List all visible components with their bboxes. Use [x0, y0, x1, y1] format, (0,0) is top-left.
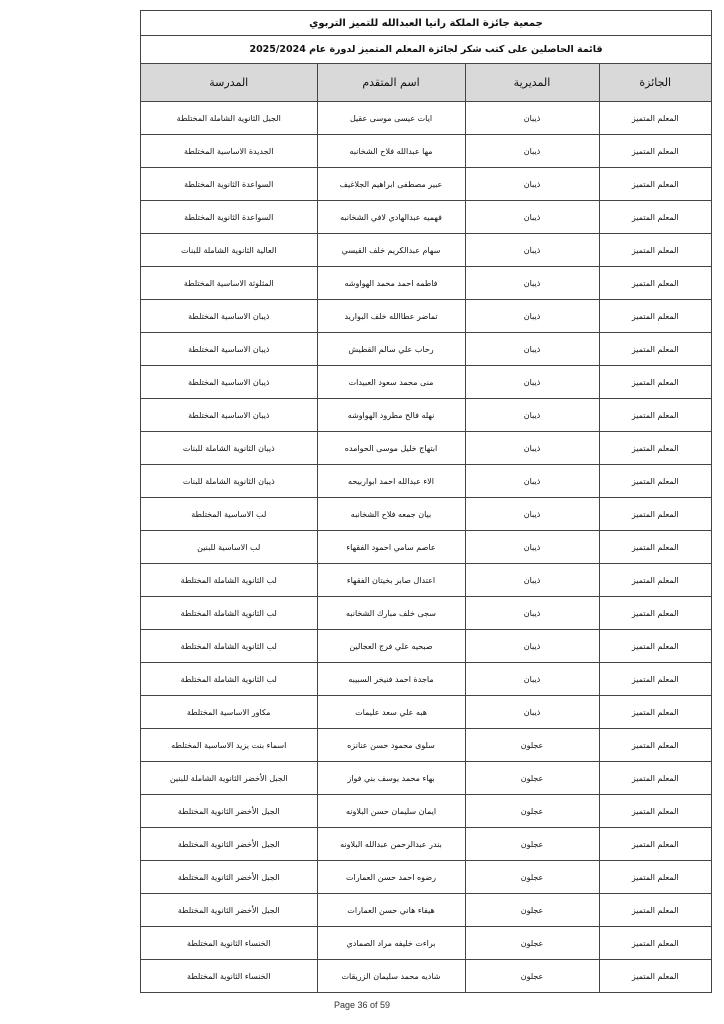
table-row — [141, 795, 711, 828]
cell-directorate: عجلون — [465, 894, 599, 927]
cell-directorate: ذيبان — [465, 333, 599, 366]
cell-award: المعلم المتميز — [599, 663, 711, 696]
cell-school: مكاور الاساسية المختلطة — [141, 696, 317, 729]
table-row — [141, 927, 711, 960]
cell-name: براءت خليفه مراد الصمادي — [317, 927, 465, 960]
table-row — [141, 465, 711, 498]
cell-name: رضوه احمد حسن العمارات — [317, 861, 465, 894]
cell-award: المعلم المتميز — [599, 795, 711, 828]
cell-school: الجديدة الاساسية المختلطة — [141, 135, 317, 168]
table-row — [141, 498, 711, 531]
table-header-row — [141, 64, 711, 102]
cell-directorate: ذيبان — [465, 300, 599, 333]
cell-name: فهميه عبدالهادي لافي الشخانبه — [317, 201, 465, 234]
cell-name: ايات عيسى موسى عقيل — [317, 102, 465, 135]
cell-school: الجبل الأخضر الثانوية المختلطة — [141, 894, 317, 927]
column-header-award: الجائزة — [599, 64, 711, 102]
cell-school: اسماء بنت يزيد الاساسية المختلطه — [141, 729, 317, 762]
table-row — [141, 168, 711, 201]
cell-name: عاصم سامي احمود الفقهاء — [317, 531, 465, 564]
cell-school: لب الثانوية الشاملة المختلطة — [141, 564, 317, 597]
cell-award: المعلم المتميز — [599, 696, 711, 729]
table-row — [141, 333, 711, 366]
cell-directorate: ذيبان — [465, 234, 599, 267]
table-row — [141, 366, 711, 399]
cell-award: المعلم المتميز — [599, 234, 711, 267]
table-row — [141, 234, 711, 267]
cell-directorate: ذيبان — [465, 597, 599, 630]
table-row — [141, 630, 711, 663]
table-row — [141, 960, 711, 993]
cell-name: سهام عبدالكريم خلف القيسي — [317, 234, 465, 267]
table-row — [141, 201, 711, 234]
cell-name: اعتدال صابر بخيتان الفقهاء — [317, 564, 465, 597]
table-row — [141, 102, 711, 135]
cell-school: لب الثانوية الشاملة المختلطة — [141, 630, 317, 663]
cell-directorate: ذيبان — [465, 135, 599, 168]
cell-school: الجبل الأخضر الثانوية الشاملة للبنين — [141, 762, 317, 795]
table-row — [141, 531, 711, 564]
cell-name: الاء عبدالله احمد ابواربيحه — [317, 465, 465, 498]
cell-name: منى محمد سعود العبيدات — [317, 366, 465, 399]
cell-award: المعلم المتميز — [599, 960, 711, 993]
cell-award: المعلم المتميز — [599, 498, 711, 531]
cell-name: مها عبدالله فلاح الشخانبه — [317, 135, 465, 168]
cell-directorate: ذيبان — [465, 498, 599, 531]
cell-school: ذيبان الثانوية الشاملة للبنات — [141, 465, 317, 498]
cell-award: المعلم المتميز — [599, 927, 711, 960]
cell-award: المعلم المتميز — [599, 399, 711, 432]
cell-award: المعلم المتميز — [599, 135, 711, 168]
cell-school: الخنساء الثانوية المختلطة — [187, 971, 271, 981]
cell-name: رحاب علي سالم القطيش — [317, 333, 465, 366]
cell-award: المعلم المتميز — [599, 168, 711, 201]
cell-name: بندر عبدالرحمن عبدالله البلاونه — [317, 828, 465, 861]
cell-name: فاطمه احمد محمد الهواوشه — [317, 267, 465, 300]
cell-directorate: عجلون — [465, 795, 599, 828]
table-row — [141, 861, 711, 894]
cell-school: الجبل الأخضر الثانوية المختلطة — [141, 861, 317, 894]
cell-directorate: ذيبان — [465, 366, 599, 399]
cell-name: نهله فالح مطرود الهواوشه — [317, 399, 465, 432]
cell-name: صبحيه علي فرج العجالين — [317, 630, 465, 663]
table-row — [141, 135, 711, 168]
table-row — [141, 828, 711, 861]
cell-award: المعلم المتميز — [599, 300, 711, 333]
cell-name: ماجدة احمد فنيخر السبيبه — [317, 663, 465, 696]
cell-directorate: عجلون — [465, 960, 599, 993]
cell-award: المعلم المتميز — [599, 597, 711, 630]
cell-directorate: ذيبان — [465, 663, 599, 696]
table-row — [141, 399, 711, 432]
cell-school: ذيبان الثانوية الشاملة للبنات — [141, 432, 317, 465]
cell-award: المعلم المتميز — [599, 201, 711, 234]
cell-school: العالية الثانوية الشاملة للبنات — [141, 234, 317, 267]
cell-directorate: عجلون — [465, 861, 599, 894]
cell-directorate: ذيبان — [465, 168, 599, 201]
cell-school: السواعدة الثانوية المختلطة — [141, 168, 317, 201]
column-header-school: المدرسة — [141, 64, 317, 102]
table-row — [141, 564, 711, 597]
cell-school: الجبل الأخضر الثانوية المختلطة — [141, 795, 317, 828]
cell-school: ذيبان الاساسية المختلطة — [141, 333, 317, 366]
cell-name: هيفاء هاني حسن العمارات — [317, 894, 465, 927]
table-row — [141, 267, 711, 300]
cell-directorate: ذيبان — [465, 201, 599, 234]
cell-school: ذيبان الاساسية المختلطة — [141, 300, 317, 333]
cell-school: الجبل الأخضر الثانوية المختلطة — [141, 828, 317, 861]
cell-directorate: ذيبان — [465, 696, 599, 729]
document-title: جمعية جائزة الملكة رانيا العبدالله للتميز التربوي — [141, 11, 711, 36]
cell-directorate: ذيبان — [465, 564, 599, 597]
cell-award: المعلم المتميز — [599, 465, 711, 498]
cell-school: لب الاساسية للبنين — [141, 531, 317, 564]
cell-directorate: ذيبان — [465, 399, 599, 432]
cell-directorate: عجلون — [465, 762, 599, 795]
cell-award: المعلم المتميز — [599, 828, 711, 861]
document-subtitle: قائمة الحاصلين على كتب شكر لجائزة المعلم المتميز لدورة عام 2025/2024 — [141, 36, 711, 64]
cell-name: ابتهاج خليل موسى الحوامده — [317, 432, 465, 465]
cell-school: السواعدة الثانوية المختلطة — [141, 201, 317, 234]
cell-directorate: ذيبان — [465, 630, 599, 663]
cell-school: لب الثانوية الشاملة المختلطة — [141, 663, 317, 696]
cell-school: الجبل الثانوية الشاملة المختلطة — [141, 102, 317, 135]
table-row — [141, 597, 711, 630]
cell-directorate: عجلون — [465, 828, 599, 861]
cell-award: المعلم المتميز — [599, 432, 711, 465]
cell-name: هبه علي سعد عليمات — [317, 696, 465, 729]
cell-school: المثلوثة الاساسية المختلطة — [141, 267, 317, 300]
cell-name: بيان جمعه فلاح الشخانبه — [317, 498, 465, 531]
cell-directorate: ذيبان — [465, 267, 599, 300]
cell-school: الخنساء الثانوية المختلطة — [141, 927, 317, 960]
cell-directorate: ذيبان — [465, 102, 599, 135]
cell-name: تماضر عطاالله خلف البواريد — [317, 300, 465, 333]
cell-award: المعلم المتميز — [599, 762, 711, 795]
document-sheet — [140, 10, 712, 993]
table-row — [141, 432, 711, 465]
cell-directorate: ذيبان — [465, 531, 599, 564]
cell-name: بهاء محمد يوسف بني فواز — [317, 762, 465, 795]
cell-school: لب الاساسية المختلطة — [141, 498, 317, 531]
awardees-table — [141, 64, 711, 992]
cell-school: لب الثانوية الشاملة المختلطة — [141, 597, 317, 630]
table-row — [141, 663, 711, 696]
table-row — [141, 894, 711, 927]
cell-name: ايمان سليمان حسن البلاونه — [317, 795, 465, 828]
cell-award: المعلم المتميز — [599, 894, 711, 927]
table-row — [141, 762, 711, 795]
cell-award: المعلم المتميز — [599, 861, 711, 894]
cell-directorate: عجلون — [465, 729, 599, 762]
table-row — [141, 696, 711, 729]
table-row — [141, 729, 711, 762]
cell-name: سلوى محمود حسن عنانزه — [317, 729, 465, 762]
cell-award: المعلم المتميز — [599, 630, 711, 663]
column-header-directorate: المديرية — [465, 64, 599, 102]
cell-name: سجى خلف مبارك الشخانبه — [317, 597, 465, 630]
cell-school: ذيبان الاساسية المختلطة — [141, 399, 317, 432]
cell-name: شاديه محمد سليمان الزريقات — [317, 960, 465, 993]
page-number: Page 36 of 59 — [333, 1000, 391, 1010]
cell-award: المعلم المتميز — [599, 531, 711, 564]
cell-award: المعلم المتميز — [599, 366, 711, 399]
cell-directorate: ذيبان — [465, 465, 599, 498]
cell-directorate: عجلون — [465, 927, 599, 960]
column-header-name: اسم المتقدم — [317, 64, 465, 102]
cell-school: ذيبان الاساسية المختلطة — [141, 366, 317, 399]
table-row — [141, 300, 711, 333]
cell-directorate: ذيبان — [465, 432, 599, 465]
cell-award: المعلم المتميز — [599, 267, 711, 300]
cell-award: المعلم المتميز — [599, 102, 711, 135]
cell-name: عبير مصطفى ابراهيم الجلاغيف — [317, 168, 465, 201]
cell-award: المعلم المتميز — [599, 564, 711, 597]
cell-award: المعلم المتميز — [599, 333, 711, 366]
cell-award: المعلم المتميز — [599, 729, 711, 762]
